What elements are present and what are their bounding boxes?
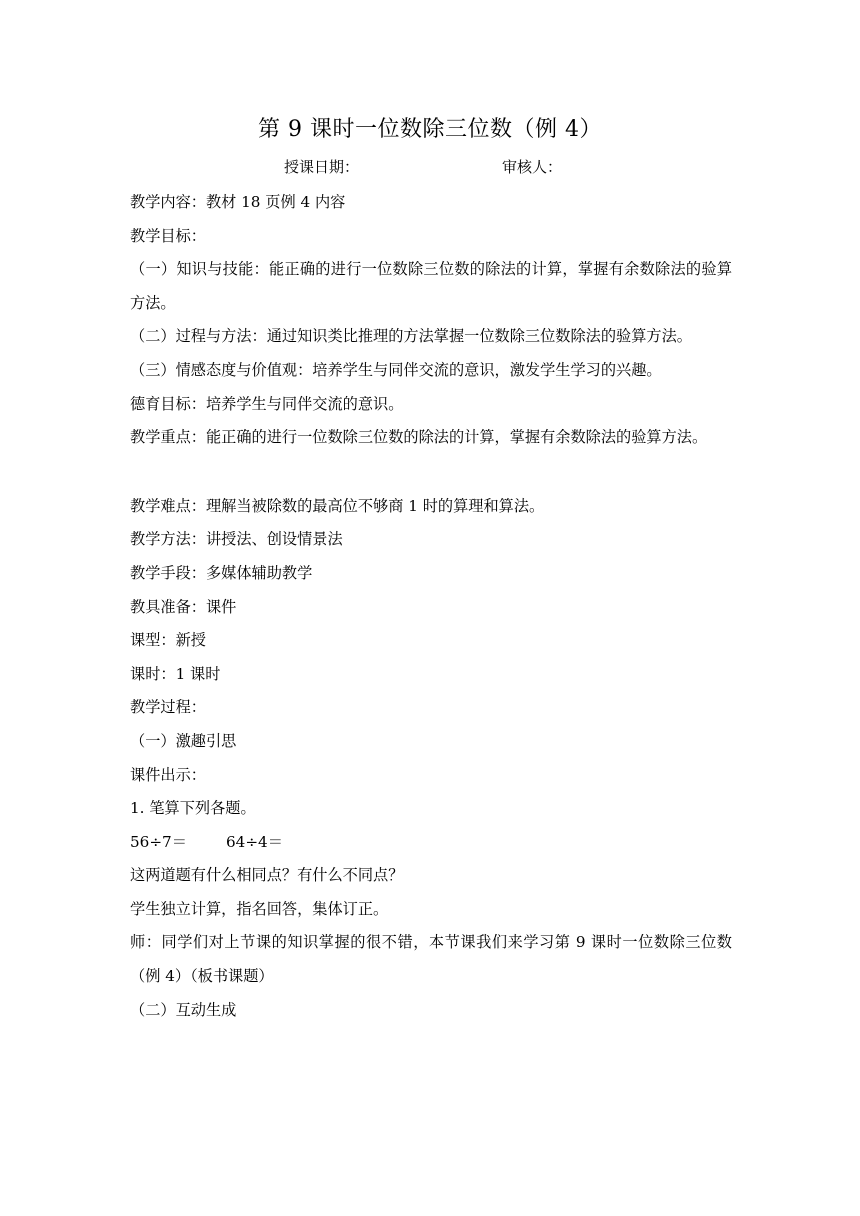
calc-item-2: 64÷4＝ — [226, 832, 283, 851]
teaching-content: 教学内容：教材 18 页例 4 内容 — [130, 193, 346, 211]
teaching-difficulty: 教学难点：理解当被除数的最高位不够商 1 时的算理和算法。 — [130, 496, 545, 515]
goal-knowledge: （一）知识与技能：能正确的进行一位数除三位数的除法的计算，掌握有余数除法的验算方法。 — [130, 260, 732, 312]
courseware-show: 课件出示： — [130, 765, 206, 784]
exercise-instruction: 1. 笔算下列各题。 — [130, 799, 256, 818]
moral-goal: 德育目标：培养学生与同伴交流的意识。 — [130, 394, 404, 413]
goal-process: （二）过程与方法：通过知识类比推理的方法掌握一位数除三位数除法的验算方法。 — [130, 327, 692, 346]
teaching-method: 教学方法：讲授法、创设情景法 — [130, 530, 343, 549]
calc-item-1: 56÷7＝ — [130, 832, 187, 851]
section-two-heading: （二）互动生成 — [130, 1000, 237, 1019]
teaching-process-heading: 教学过程： — [130, 698, 206, 717]
goal-attitude: （三）情感态度与价值观：培养学生与同伴交流的意识，激发学生学习的兴趣。 — [130, 360, 662, 379]
blank-line — [130, 455, 732, 490]
teaching-means: 教学手段：多媒体辅助教学 — [130, 563, 313, 582]
reviewer-label: 审核人： — [502, 158, 563, 176]
lesson-type: 课型：新授 — [130, 631, 206, 650]
teaching-date-label: 授课日期： — [284, 158, 360, 176]
section-one-heading: （一）激趣引思 — [130, 731, 237, 750]
teaching-key-point: 教学重点：能正确的进行一位数除三位数的除法的计算，掌握有余数除法的验算方法。 — [130, 428, 708, 447]
teaching-goals-heading: 教学目标： — [130, 226, 206, 245]
question-text: 这两道题有什么相同点？有什么不同点？ — [130, 866, 404, 885]
teaching-aids: 教具准备：课件 — [130, 597, 237, 616]
lesson-title: 第 9 课时一位数除三位数（例 4） — [258, 117, 602, 142]
teacher-speech: 师：同学们对上节课的知识掌握的很不错，本节课我们来学习第 9 课时一位数除三位数（例 4）（板书课题） — [130, 933, 732, 986]
calculation-row — [130, 826, 732, 860]
lesson-hours: 课时：1 课时 — [130, 664, 221, 683]
student-activity: 学生独立计算，指名回答，集体订正。 — [130, 899, 389, 918]
lesson-body — [130, 186, 732, 1027]
